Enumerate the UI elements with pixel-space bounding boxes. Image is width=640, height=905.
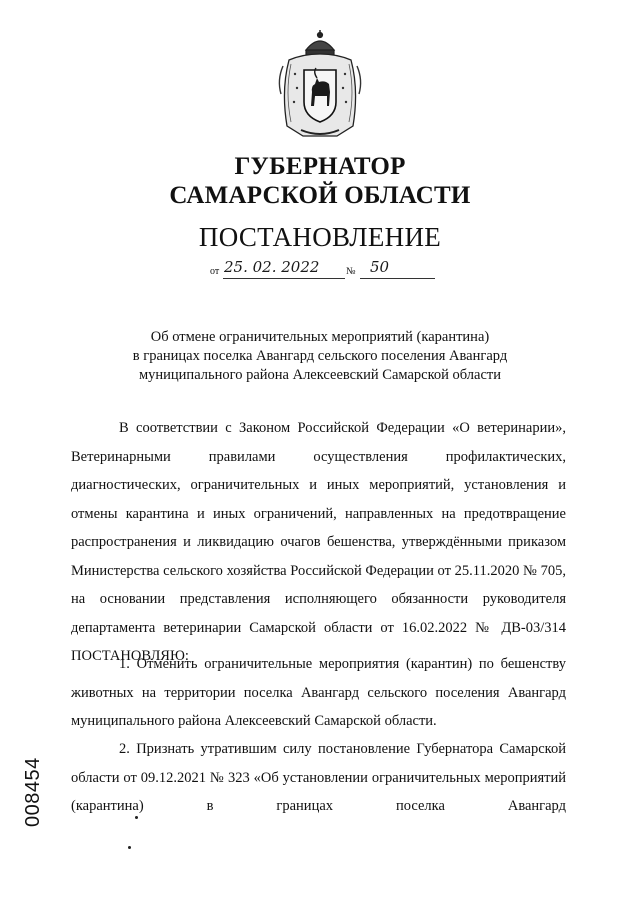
handwritten-date: 25. 02. 2022 bbox=[224, 258, 320, 276]
subject-line: муниципального района Алексеевский Самарской области bbox=[138, 367, 502, 383]
item-2-paragraph: 2. Признать утратившим силу постановление Губернатора Самарской области от 09.12.2021 № 323 «Об установлении ограничительных мероприятий (карантина) в границах поселка Авангард bbox=[71, 741, 566, 814]
registration-line bbox=[210, 258, 440, 282]
number-underline bbox=[360, 278, 435, 279]
coat-of-arms-icon bbox=[273, 30, 367, 142]
scan-speck bbox=[128, 846, 131, 849]
item-1-paragraph: 1. Отменить ограничительные мероприятия (карантин) по бешенству животных на территории поселка Авангард сельского поселения Авангард муниципального района Алексеевский Самарской области. bbox=[71, 656, 566, 729]
date-prefix: от bbox=[210, 266, 220, 277]
authority-region: САМАРСКОЙ ОБЛАСТИ bbox=[169, 182, 471, 209]
document-subject bbox=[0, 328, 640, 385]
authority-title: ГУБЕРНАТОР bbox=[234, 153, 406, 180]
registration-stamp-number: 008454 bbox=[22, 757, 44, 827]
number-prefix: № bbox=[346, 266, 356, 277]
date-underline bbox=[223, 278, 345, 279]
document-type: ПОСТАНОВЛЕНИЕ bbox=[198, 222, 442, 252]
handwritten-number: 50 bbox=[370, 258, 390, 276]
subject-line: в границах поселка Авангард сельского поселения Авангард bbox=[132, 348, 508, 364]
preamble-paragraph: В соответствии с Законом Российской Федерации «О ветеринарии», Ветеринарными правилами осуществления профилактических, диагностических, ограничительных и иных мероприятий, установления и отмены карантина и иных ограничений, направленных на предотвращение распространения и ликвидацию очагов бешенства, утверждёнными приказом Министерства сельского хозяйства Российской Федерации от 25.11.2020 № 705, на основании представления исполняющего обязанности руководителя департамента ветеринарии Самарской области от 16.02.2022 № ДВ-03/314 ПОСТАНОВЛЯЮ: bbox=[71, 420, 566, 664]
scan-speck bbox=[135, 816, 138, 819]
subject-line: Об отмене ограничительных мероприятий (карантина) bbox=[150, 329, 490, 345]
